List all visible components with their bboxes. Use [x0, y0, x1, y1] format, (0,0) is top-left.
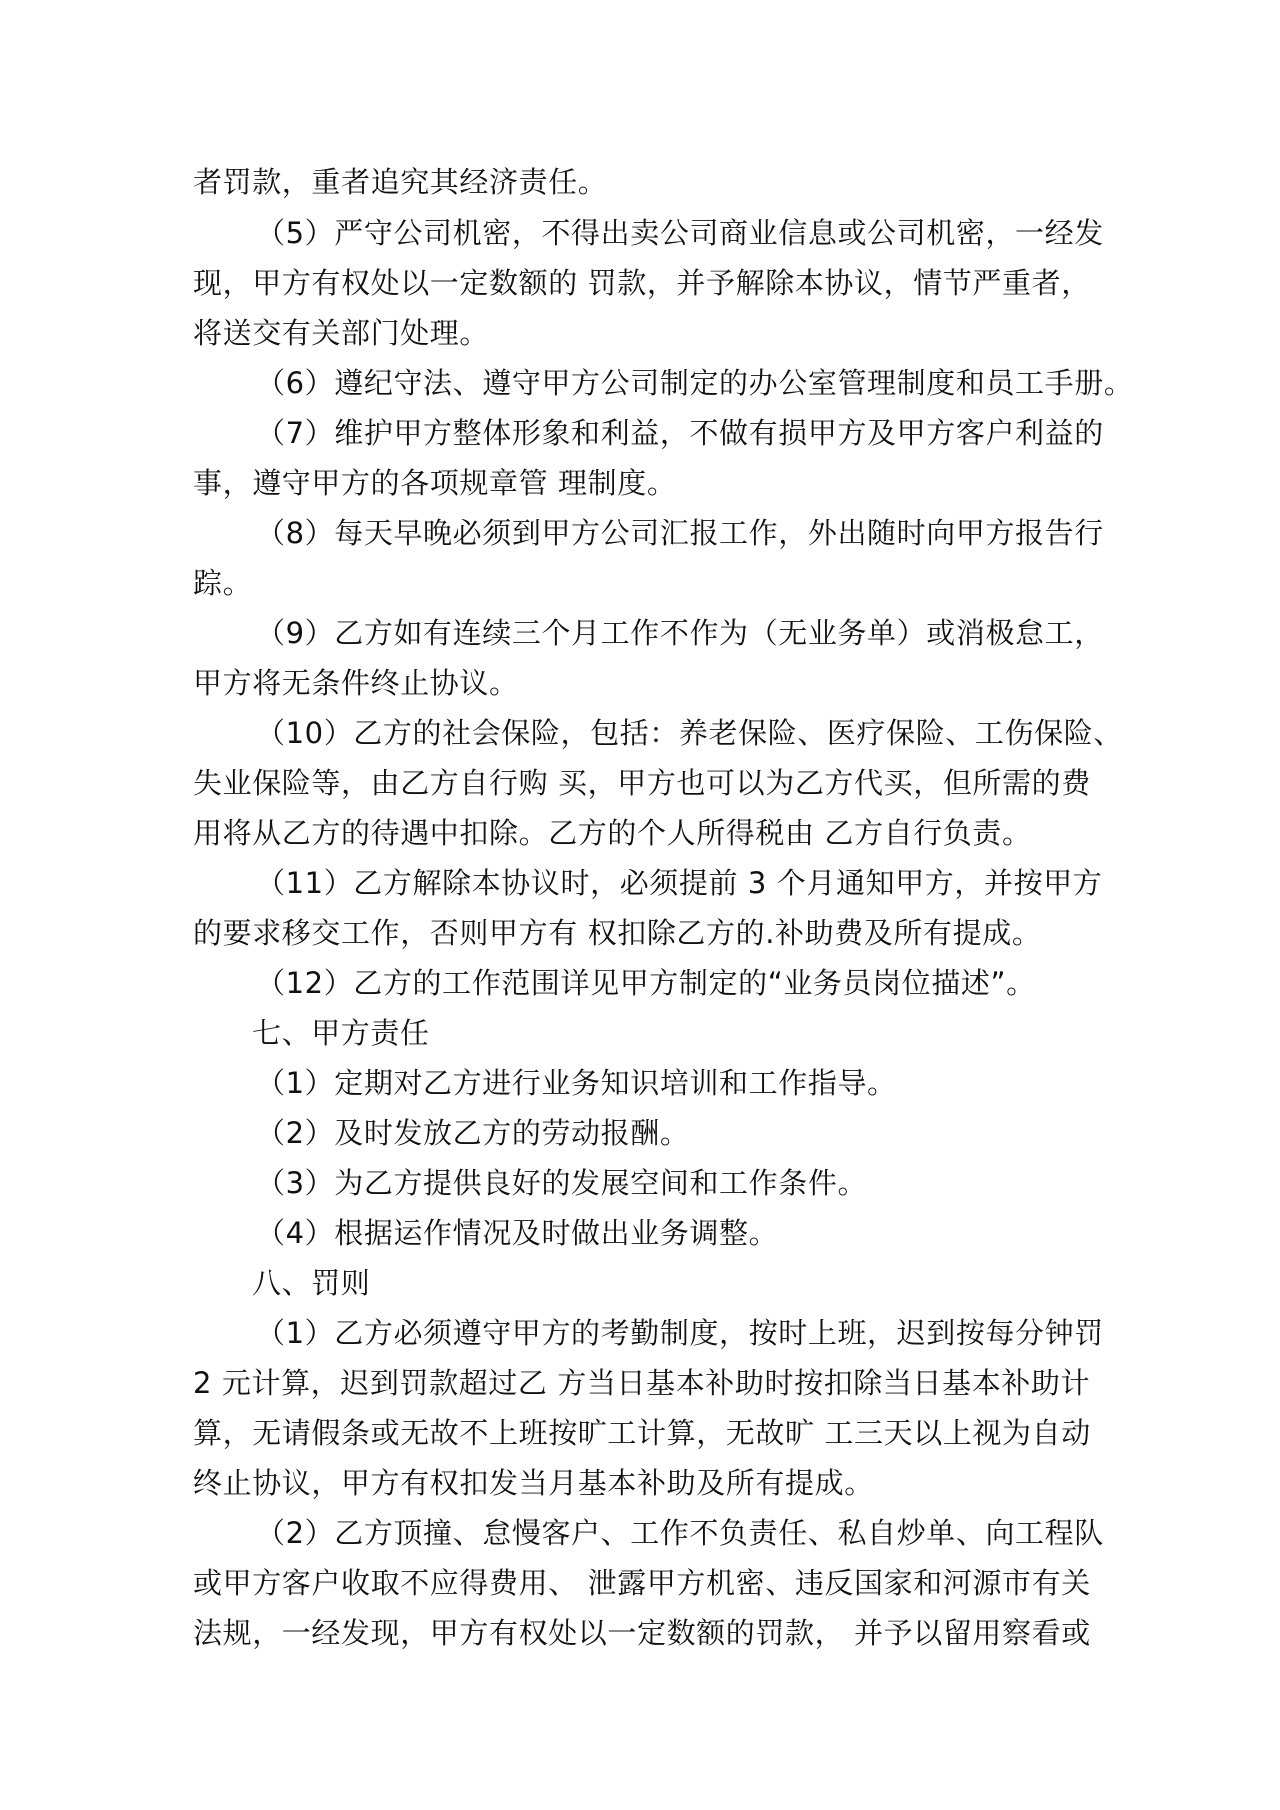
text-line: 失业保险等，由乙方自行购 买，甲方也可以为乙方代买，但所需的费	[193, 766, 1091, 800]
text-line: （3）为乙方提供良好的发展空间和工作条件。	[256, 1166, 868, 1200]
text-line: 2 元计算，迟到罚款超过乙 方当日基本补助时按扣除当日基本补助计	[193, 1366, 1091, 1400]
text-line: （6）遵纪守法、遵守甲方公司制定的办公室管理制度和员工手册。	[256, 366, 1134, 400]
text-line: （2）及时发放乙方的劳动报酬。	[256, 1116, 690, 1150]
text-line: 法规，一经发现，甲方有权处以一定数额的罚款， 并予以留用察看或	[193, 1616, 1091, 1650]
text-line: 算，无请假条或无故不上班按旷工计算，无故旷 工三天以上视为自动	[193, 1416, 1091, 1450]
text-line: 者罚款，重者追究其经济责任。	[193, 165, 608, 199]
text-line: （9）乙方如有连续三个月工作不作为（无业务单）或消极怠工，	[256, 616, 1104, 650]
text-line: （7）维护甲方整体形象和利益，不做有损甲方及甲方客户利益的	[256, 416, 1104, 450]
text-line: 甲方将无条件终止协议。	[193, 666, 519, 700]
text-line: 踪。	[193, 566, 253, 600]
text-line: （11）乙方解除本协议时，必须提前 3 个月通知甲方，并按甲方	[256, 866, 1103, 900]
text-line: 终止协议，甲方有权扣发当月基本补助及所有提成。	[193, 1466, 874, 1500]
text-line: （12）乙方的工作范围详见甲方制定的“业务员岗位描述”。	[256, 966, 1036, 1000]
text-line: （5）严守公司机密，不得出卖公司商业信息或公司机密，一经发	[256, 216, 1104, 250]
text-line: 的要求移交工作，否则甲方有 权扣除乙方的.补助费及所有提成。	[193, 916, 1042, 950]
text-line: 将送交有关部门处理。	[193, 316, 490, 350]
text-line: （1）乙方必须遵守甲方的考勤制度，按时上班，迟到按每分钟罚	[256, 1316, 1104, 1350]
section-heading: 八、罚则	[252, 1266, 371, 1300]
text-line: （10）乙方的社会保险，包括：养老保险、医疗保险、工伤保险、	[256, 716, 1123, 750]
text-line: （1）定期对乙方进行业务知识培训和工作指导。	[256, 1066, 897, 1100]
text-line: 或甲方客户收取不应得费用、 泄露甲方机密、违反国家和河源市有关	[193, 1566, 1091, 1600]
text-line: 用将从乙方的待遇中扣除。乙方的个人所得税由 乙方自行负责。	[193, 816, 1032, 850]
text-line: （2）乙方顶撞、怠慢客户、工作不负责任、私自炒单、向工程队	[256, 1516, 1104, 1550]
section-heading: 七、甲方责任	[252, 1016, 430, 1050]
text-line: （8）每天早晚必须到甲方公司汇报工作，外出随时向甲方报告行	[256, 516, 1104, 550]
text-line: 事，遵守甲方的各项规章管 理制度。	[193, 466, 677, 500]
text-line: （4）根据运作情况及时做出业务调整。	[256, 1216, 779, 1250]
text-line: 现，甲方有权处以一定数额的 罚款，并予解除本协议，情节严重者，	[193, 266, 1091, 300]
